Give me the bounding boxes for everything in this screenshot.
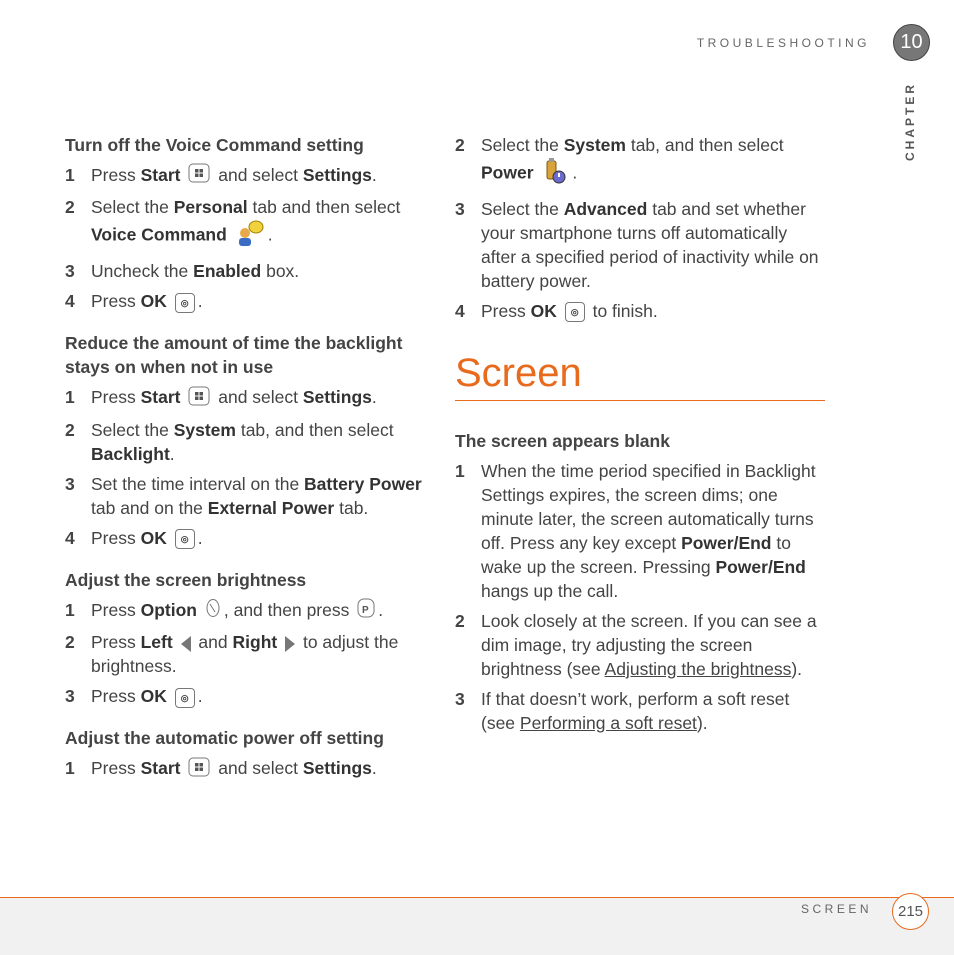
step-number: 3 xyxy=(455,689,465,709)
step-bold: OK xyxy=(530,301,557,321)
adjusting-brightness-link[interactable]: Adjusting the brightness xyxy=(604,659,792,679)
step-text: tab, and then select xyxy=(235,419,394,440)
chapter-label: CHAPTER xyxy=(903,82,917,162)
brightness-heading: Adjust the screen brightness xyxy=(65,569,307,590)
step-text: tab and on the xyxy=(91,497,208,518)
list-item xyxy=(455,133,825,191)
step-text: Press xyxy=(91,599,141,620)
step-bold: Start xyxy=(140,758,181,779)
list-item xyxy=(65,684,435,708)
header-section-label: TROUBLESHOOTING xyxy=(696,36,870,50)
chapter-number-badge: 10 xyxy=(893,24,930,61)
list-item xyxy=(65,630,435,678)
step-bold: OK xyxy=(140,291,167,312)
step-text: Look closely at the screen. If you can see a dim image, try adjusting the screen brightness (see xyxy=(481,611,817,679)
step-text: . xyxy=(267,225,273,245)
list-item xyxy=(65,418,435,466)
list-item xyxy=(455,197,825,293)
list-item xyxy=(65,195,435,253)
step-text: hangs up the call. xyxy=(481,581,619,601)
step-text: tab. xyxy=(334,497,369,518)
step-bold: Battery Power xyxy=(304,473,422,494)
windows-start-icon xyxy=(188,163,210,189)
ok-button-icon: ◎ xyxy=(175,688,195,708)
heading-rule xyxy=(455,400,825,401)
step-text: Press xyxy=(91,758,141,779)
step-text: . xyxy=(371,165,377,185)
step-number: 4 xyxy=(65,527,75,548)
step-bold: Start xyxy=(140,387,181,408)
step-bold: Advanced xyxy=(563,199,648,219)
step-number: 2 xyxy=(65,419,75,440)
step-bold: Enabled xyxy=(193,261,262,282)
step-text: ). xyxy=(791,659,803,679)
step-text: tab, and then select xyxy=(625,135,784,155)
step-bold: Power/End xyxy=(681,533,772,553)
step-text: tab and then select xyxy=(247,197,401,218)
windows-start-icon xyxy=(188,386,210,412)
soft-reset-link[interactable]: Performing a soft reset xyxy=(519,713,697,733)
step-text: . xyxy=(169,443,175,464)
step-number: 3 xyxy=(65,473,75,494)
power-off-heading: Adjust the automatic power off setting xyxy=(65,728,384,749)
step-number: 3 xyxy=(65,261,75,282)
step-text: Select the xyxy=(91,419,174,440)
backlight-heading: Reduce the amount of time the backlight stays on when not in use xyxy=(65,333,403,378)
step-text: Select the xyxy=(481,199,564,219)
step-bold: Power xyxy=(481,162,534,183)
step-bold: Settings xyxy=(302,165,372,185)
step-text: Select the xyxy=(91,197,174,218)
step-text: . xyxy=(197,527,203,548)
step-number: 1 xyxy=(65,758,75,779)
step-text: Press xyxy=(91,387,141,408)
step-text: , and then press xyxy=(223,599,355,620)
step-text: Press xyxy=(91,527,141,548)
step-bold: Voice Command xyxy=(91,225,227,245)
list-item xyxy=(65,289,435,313)
left-arrow-icon xyxy=(181,636,191,652)
step-text: Uncheck the xyxy=(91,261,194,282)
step-text: Press xyxy=(91,632,141,653)
step-bold: Backlight xyxy=(91,443,170,464)
step-text: to adjust the brightness. xyxy=(91,632,399,677)
step-text: and select xyxy=(218,758,303,779)
list-item xyxy=(65,385,435,411)
step-bold: Start xyxy=(140,165,181,185)
footer-section-label: SCREEN xyxy=(800,902,872,916)
right-arrow-icon xyxy=(285,636,295,652)
option-key-icon xyxy=(205,598,221,624)
ok-button-icon: ◎ xyxy=(175,529,195,549)
step-text: and select xyxy=(218,387,303,408)
step-bold: OK xyxy=(140,686,167,707)
step-number: 3 xyxy=(65,686,75,707)
step-text: tab and set whether your smartphone turns off automatically after a specified period of inactivity while on battery power. xyxy=(481,199,819,291)
list-item xyxy=(65,163,435,189)
step-number: 2 xyxy=(455,611,465,631)
step-number: 3 xyxy=(455,199,465,219)
step-text: Set the time interval on the xyxy=(91,473,305,494)
step-text: Press xyxy=(91,291,141,312)
step-text: and select xyxy=(218,165,303,185)
step-text: . xyxy=(371,387,377,408)
step-text: . xyxy=(371,758,377,779)
step-number: 1 xyxy=(455,461,465,481)
step-text: to wake up the screen. Pressing xyxy=(481,533,791,577)
step-number: 2 xyxy=(65,632,75,653)
step-bold: Personal xyxy=(173,197,248,218)
list-item xyxy=(65,598,435,624)
step-bold: External Power xyxy=(207,497,335,518)
right-column xyxy=(455,133,825,741)
step-bold: Option xyxy=(140,599,197,620)
step-bold: OK xyxy=(140,527,167,548)
screen-blank-heading: The screen appears blank xyxy=(455,431,670,451)
ok-button-icon: ◎ xyxy=(565,302,585,322)
list-item xyxy=(455,299,825,323)
list-item xyxy=(65,259,435,283)
step-number: 4 xyxy=(455,301,465,321)
step-text: Press xyxy=(91,165,141,185)
step-bold: System xyxy=(563,135,626,155)
step-bold: Settings xyxy=(302,387,372,408)
step-text: Press xyxy=(91,686,141,707)
step-text: box. xyxy=(261,261,300,282)
step-number: 1 xyxy=(65,165,75,185)
step-text: Press xyxy=(481,301,531,321)
step-bold: System xyxy=(173,419,236,440)
step-text: . xyxy=(197,291,203,312)
voice-command-heading: Turn off the Voice Command setting xyxy=(65,135,364,155)
power-icon xyxy=(541,157,569,191)
left-column xyxy=(65,133,435,789)
step-bold: Left xyxy=(140,632,173,653)
windows-start-icon xyxy=(188,757,210,783)
step-text: When the time period specified in Backlight Settings expires, the screen dims; one minute later, the screen automatically turns off. Press any key except xyxy=(481,461,816,553)
step-text: and xyxy=(193,632,233,653)
step-bold: Settings xyxy=(302,758,372,779)
page-number-badge: 215 xyxy=(892,893,929,930)
step-text: . xyxy=(572,162,578,183)
list-item xyxy=(65,526,435,550)
step-number: 2 xyxy=(455,135,465,155)
step-number: 2 xyxy=(65,197,75,218)
step-text: If that doesn’t work, perform a soft reset (see xyxy=(481,689,790,733)
step-number: 1 xyxy=(65,599,75,620)
svg-text:P: P xyxy=(362,605,369,617)
step-text: ). xyxy=(696,713,708,733)
list-item xyxy=(455,459,825,603)
section-heading: Screen xyxy=(455,351,582,395)
step-text: Select the xyxy=(481,135,564,155)
step-text: to finish. xyxy=(587,301,658,321)
step-number: 4 xyxy=(65,291,75,312)
list-item xyxy=(65,472,435,520)
p-key-icon xyxy=(357,598,375,624)
step-text: . xyxy=(378,599,384,620)
step-text: . xyxy=(197,686,203,707)
ok-button-icon: ◎ xyxy=(175,293,195,313)
list-item xyxy=(455,687,825,735)
voice-command-icon xyxy=(235,219,265,253)
step-number: 1 xyxy=(65,387,75,408)
list-item xyxy=(455,609,825,681)
step-bold: Right xyxy=(232,632,278,653)
step-bold: Power/End xyxy=(715,557,806,577)
list-item xyxy=(65,756,435,782)
